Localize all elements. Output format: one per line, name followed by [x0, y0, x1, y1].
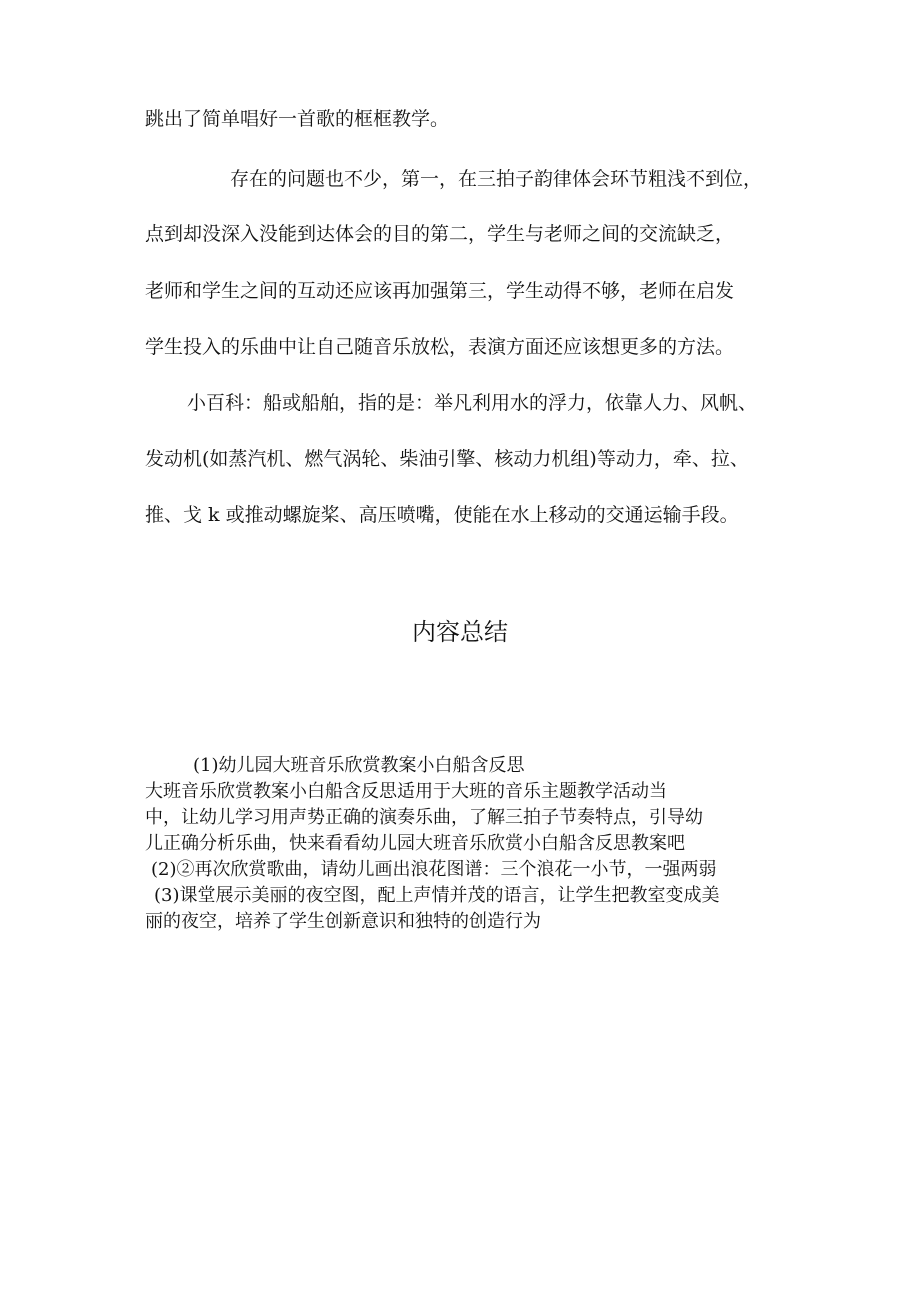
- body-line-2: 存在的问题也不少，第一，在三拍子韵律体会环节粗浅不到位，: [230, 168, 763, 190]
- body-line-7: 发动机(如蒸汽机、燃气涡轮、柴油引擎、核动力机组)等动力，牵、拉、: [145, 448, 749, 470]
- summary-line-4: 儿正确分析乐曲，快来看看幼儿园大班音乐欣赏小白船含反思教案吧: [145, 833, 685, 854]
- summary-line-5: (2)②再次欣赏歌曲，请幼儿画出浪花图谱：三个浪花一小节，一强两弱: [151, 859, 717, 880]
- summary-line-3: 中，让幼儿学习用声势正确的演奏乐曲，了解三拍子节奏特点，引导幼: [145, 807, 703, 828]
- summary-line-6: (3)课堂展示美丽的夜空图，配上声情并茂的语言，让学生把教室变成美: [154, 885, 720, 906]
- body-line-4: 老师和学生之间的互动还应该再加强第三，学生动得不够，老师在启发: [145, 280, 735, 302]
- summary-title: 内容总结: [412, 618, 508, 646]
- summary-line-2: 大班音乐欣赏教案小白船含反思适用于大班的音乐主题教学活动当: [145, 781, 667, 802]
- summary-line-7: 丽的夜空，培养了学生创新意识和独特的创造行为: [145, 911, 541, 932]
- body-line-3: 点到却没深入没能到达体会的目的第二，学生与老师之间的交流缺乏，: [145, 223, 735, 245]
- body-line-8: 推、戈 k 或推动螺旋桨、高压喷嘴，使能在水上移动的交通运输手段。: [145, 504, 739, 526]
- summary-line-1: (1)幼儿园大班音乐欣赏教案小白船含反思: [193, 755, 525, 776]
- body-line-1: 跳出了简单唱好一首歌的框框教学。: [145, 108, 450, 130]
- body-line-6: 小百科：船或船舶，指的是：举凡利用水的浮力，依靠人力、风帆、: [187, 392, 758, 414]
- body-line-5: 学生投入的乐曲中让自己随音乐放松，表演方面还应该想更多的方法。: [145, 336, 735, 358]
